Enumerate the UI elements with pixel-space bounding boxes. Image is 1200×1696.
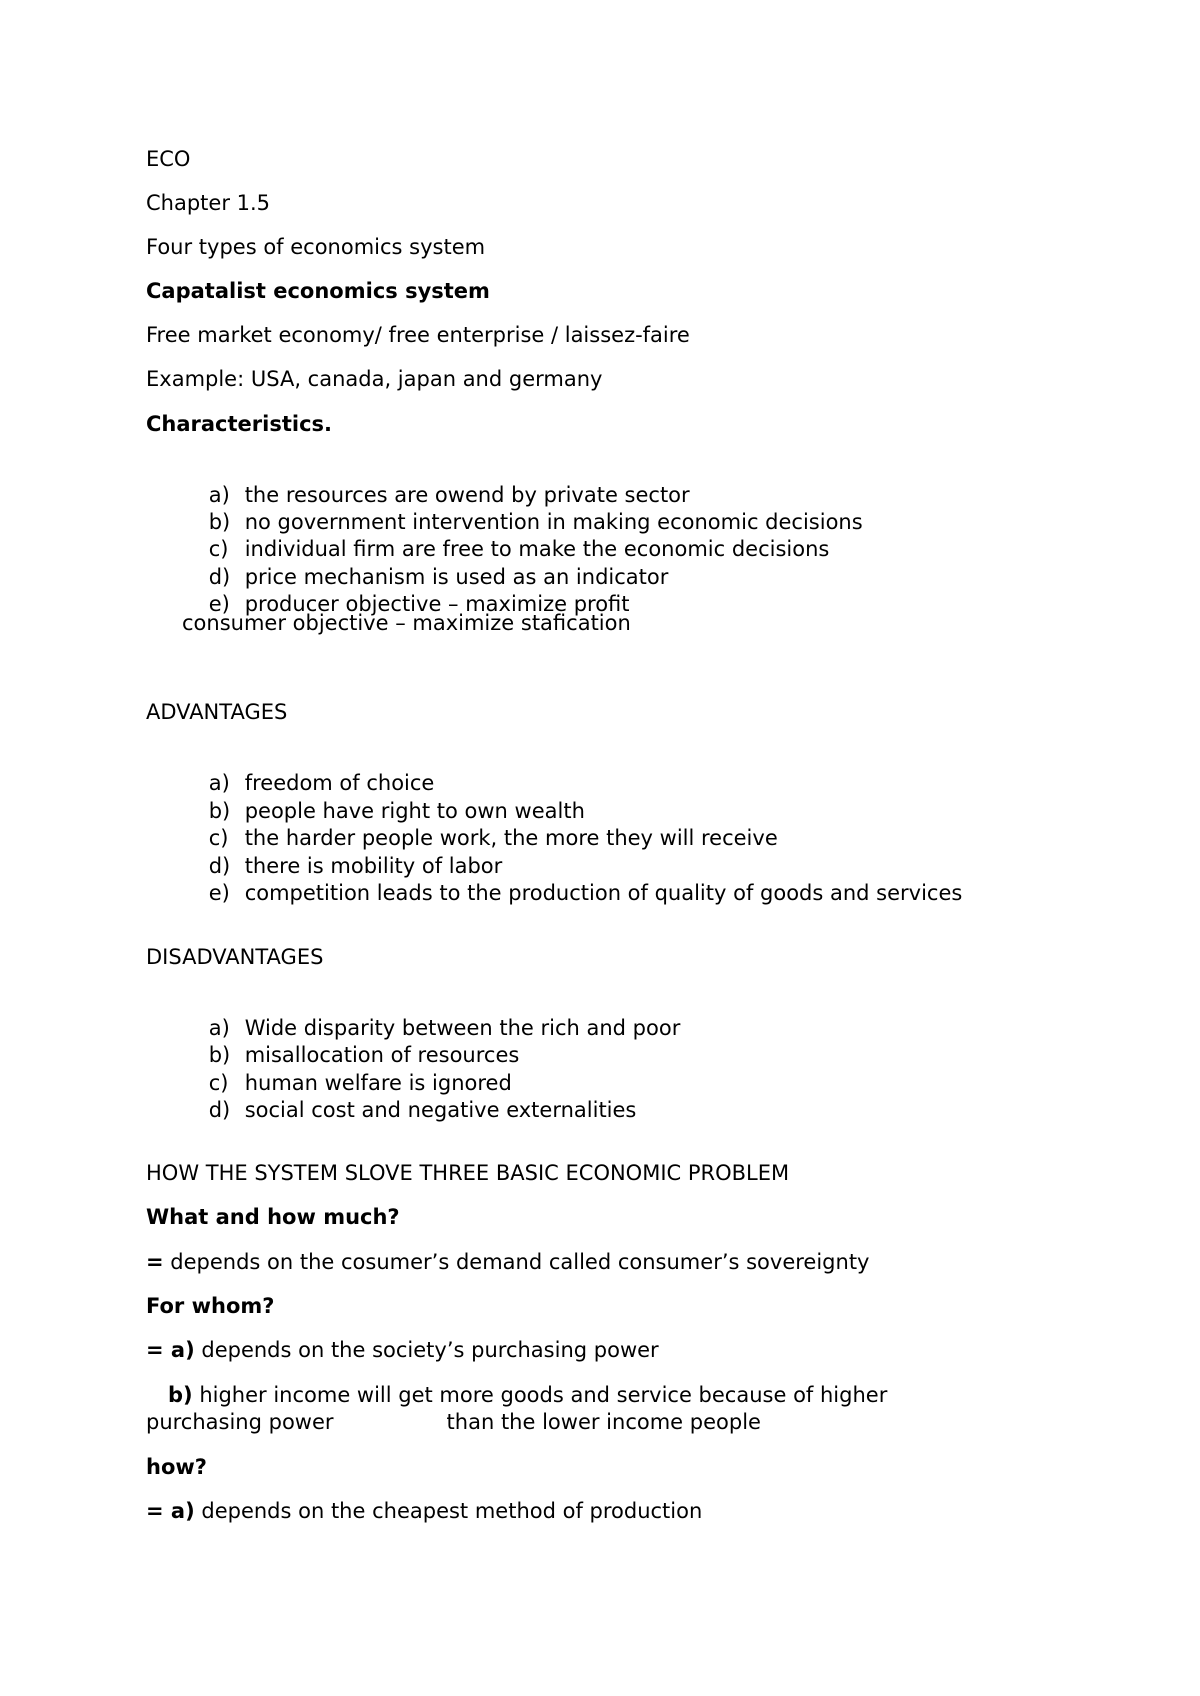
list-text: individual firm are free to make the economic decisions (244, 537, 830, 561)
list-label: e) (208, 592, 230, 616)
list-text: the resources are owend by private sector (244, 483, 690, 507)
list-label: a) (208, 771, 230, 795)
advantages-title: ADVANTAGES (146, 700, 288, 724)
what-question: What and how much? (146, 1205, 400, 1229)
example-line: Example: USA, canada, japan and germany (146, 367, 603, 391)
list-label: a) (208, 1016, 230, 1040)
list-text: Wide disparity between the rich and poor (244, 1016, 681, 1040)
answer-prefix: = (146, 1250, 164, 1274)
list-label: c) (208, 1071, 229, 1095)
disadvantages-title: DISADVANTAGES (146, 945, 324, 969)
list-text: producer objective – maximize profit (244, 592, 630, 616)
list-label: b) (208, 799, 231, 823)
whom-question: For whom? (146, 1294, 275, 1318)
answer-prefix: = a) (146, 1338, 195, 1362)
whom-answer-a (146, 1337, 659, 1363)
list-text: no government intervention in making economic decisions (244, 510, 863, 534)
answer-text: than the lower income people (446, 1410, 761, 1434)
answer-prefix: = a) (146, 1499, 195, 1523)
list-text: social cost and negative externalities (244, 1098, 637, 1122)
answer-text: depends on the cheapest method of production (194, 1499, 703, 1523)
list-text: misallocation of resources (244, 1043, 520, 1067)
list-text: freedom of choice (244, 771, 435, 795)
whom-answer-b-cont (146, 1409, 761, 1435)
aka-line: Free market economy/ free enterprise / laissez-faire (146, 323, 690, 347)
subject-title: ECO (146, 147, 191, 171)
answer-text: higher income will get more goods and service because of higher (192, 1383, 888, 1407)
list-text: competition leads to the production of quality of goods and services (244, 881, 963, 905)
list-label: b) (208, 1043, 231, 1067)
list-label: e) (208, 881, 230, 905)
how-question: how? (146, 1455, 207, 1479)
list-label: d) (208, 1098, 231, 1122)
list-label: c) (208, 826, 229, 850)
list-item (182, 1071, 636, 1149)
how-answer (146, 1498, 702, 1524)
whom-answer-b (168, 1382, 887, 1408)
list-text: people have right to own wealth (244, 799, 585, 823)
list-text: there is mobility of labor (244, 854, 503, 878)
characteristics-continuation: consumer objective – maximize stafication (182, 611, 631, 635)
list-label: d) (208, 565, 231, 589)
answer-text: depends on the society’s purchasing power (194, 1338, 659, 1362)
problems-title: HOW THE SYSTEM SLOVE THREE BASIC ECONOMIC PROBLEM (146, 1161, 790, 1185)
answer-prefix: b) (168, 1383, 193, 1407)
list-label: c) (208, 537, 229, 561)
chapter-title: Chapter 1.5 (146, 191, 271, 215)
list-item (182, 854, 962, 932)
intro-line: Four types of economics system (146, 235, 486, 259)
list-label: d) (208, 854, 231, 878)
answer-text: purchasing power (146, 1410, 334, 1434)
list-text: price mechanism is used as an indicator (244, 565, 669, 589)
section-heading: Capatalist economics system (146, 279, 490, 303)
list-label: a) (208, 483, 230, 507)
what-answer (146, 1249, 869, 1275)
characteristics-title: Characteristics. (146, 412, 333, 436)
answer-text: depends on the cosumer’s demand called consumer’s sovereignty (163, 1250, 870, 1274)
list-text: human welfare is ignored (244, 1071, 512, 1095)
list-label: b) (208, 510, 231, 534)
list-text: the harder people work, the more they will receive (244, 826, 778, 850)
